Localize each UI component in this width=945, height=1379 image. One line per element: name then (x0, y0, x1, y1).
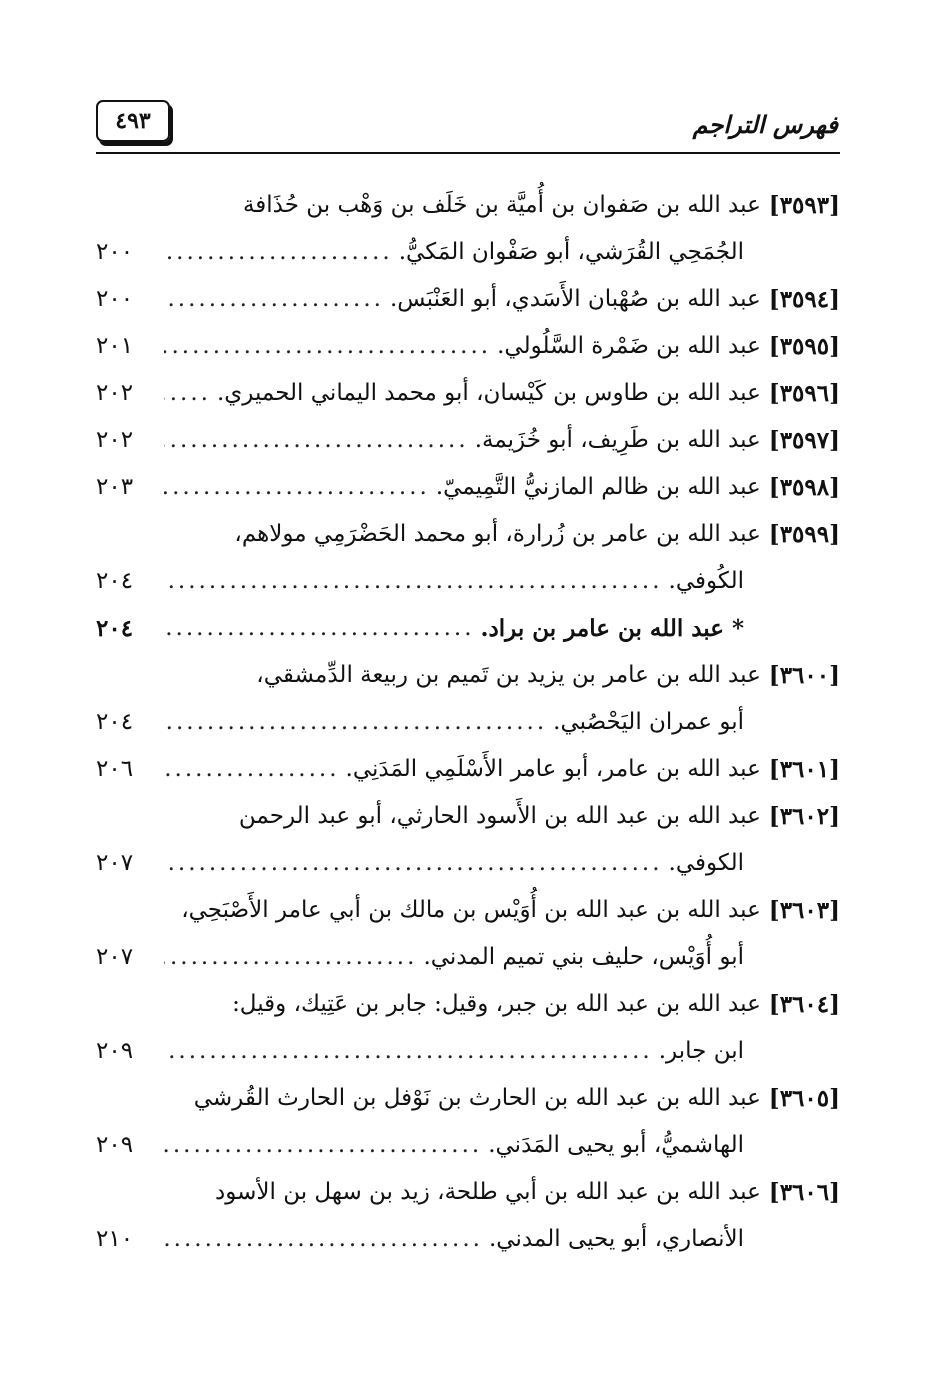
entry-page: ٢٠٧ (96, 850, 134, 876)
entry-number: [٣٦٠٤] (768, 991, 840, 1018)
entry-name-continued: الجُمَحِي القُرَشي، أبو صَفْوان المَكيُّ. (398, 239, 744, 265)
entry-name: عبد الله بن عامر، أبو عامر الأَسْلَمِي المَدَنِي. (345, 756, 761, 782)
index-entry-line (96, 370, 840, 417)
entry-number: [٣٦٠٥] (768, 1085, 840, 1112)
index-entry-line (96, 699, 840, 746)
index-entry-line (96, 1075, 840, 1122)
entry-name-continued: الكوفي. (668, 850, 744, 876)
entry-name: عبد الله بن عامر بن يزيد بن تَميم بن ربيعة الدِّمشقي، (256, 662, 761, 688)
entry-page: ٢٠٦ (96, 756, 134, 782)
leader-dots (164, 1122, 482, 1169)
entry-name: عبد الله بن طاوس بن كَيْسان، أبو محمد اليماني الحميري. (216, 380, 761, 406)
page-number-box (96, 100, 170, 142)
entry-number: [٣٥٩٤] (768, 286, 840, 313)
index-entry-line (96, 934, 840, 981)
index-entry-line (96, 323, 840, 370)
leader-dots (164, 746, 340, 793)
starred-entry-name: * عبد الله بن عامر بن براد. (480, 615, 744, 642)
index-entry-line (96, 511, 840, 558)
entry-name: عبد الله بن عبد الله بن أُوَيْس بن مالك بن أبي عامر الأَصْبَحِي، (181, 897, 761, 923)
entry-page: ٢٠٧ (96, 944, 134, 970)
entry-name-continued: الأنصاري، أبو يحيى المدني. (488, 1226, 744, 1252)
entry-name-continued: أبو عمران اليَحْصُبي. (553, 709, 744, 735)
entry-page: ٢٠١ (96, 333, 134, 359)
leader-dots (164, 417, 469, 464)
leader-dots (164, 1216, 483, 1263)
index-entry-line (96, 417, 840, 464)
entry-name-continued: ابن جابر. (658, 1038, 744, 1064)
entry-name: عبد الله بن طَرِيف، أبو خُزَيمة. (474, 427, 761, 453)
entry-name-continued: الكُوفي. (668, 568, 744, 594)
entry-page: ٢٠٢ (96, 427, 134, 453)
index-entry-line (96, 1028, 840, 1075)
entry-name: عبد الله بن عبد الله بن الأَسود الحارثي، أبو عبد الرحمن (238, 803, 761, 829)
entry-page: ٢١٠ (96, 1226, 134, 1252)
entry-name: عبد الله بن عبد الله بن جبر، وقيل: جابر بن عَتِيك، وقيل: (232, 991, 761, 1017)
entry-page: ٢٠٤ (96, 615, 134, 642)
entry-page: ٢٠٩ (96, 1038, 134, 1064)
leader-dots (164, 464, 430, 511)
index-entry-line (96, 182, 840, 229)
entry-page: ٢٠٣ (96, 474, 134, 500)
index-entries (96, 182, 840, 1263)
entry-name: عبد الله بن ضَمْرة السَّلُولي. (497, 333, 761, 359)
index-entry-line (96, 1216, 840, 1263)
index-entry-line (96, 840, 840, 887)
entry-page: ٢٠٤ (96, 709, 134, 735)
index-entry-line (96, 1169, 840, 1216)
entry-name-continued: أبو أُوَيْس، حليف بني تميم المدني. (423, 944, 744, 970)
page-header (96, 98, 838, 154)
leader-dots (164, 370, 211, 417)
running-title: فهرس التراجم (692, 110, 838, 139)
entry-name: عبد الله بن عبد الله بن الحارث بن نَوْفل بن الحارث القُرشي (193, 1085, 761, 1111)
index-entry-line (96, 652, 840, 699)
entry-page: ٢٠٠ (96, 239, 134, 265)
leader-dots (164, 323, 491, 370)
index-entry-line (96, 981, 840, 1028)
entry-page: ٢٠٢ (96, 380, 134, 406)
entry-number: [٣٥٩٦] (768, 380, 840, 407)
leader-dots (164, 1028, 653, 1075)
index-entry-line (96, 229, 840, 276)
entry-page: ٢٠٩ (96, 1132, 134, 1158)
entry-name: عبد الله بن عامر بن زُرارة، أبو محمد الحَضْرَمِي مولاهم، (234, 521, 761, 547)
entry-number: [٣٥٩٥] (768, 333, 840, 360)
entry-number: [٣٥٩٩] (768, 521, 840, 548)
entry-number: [٣٦٠٢] (768, 803, 840, 830)
index-entry-line (96, 276, 840, 323)
index-entry-line (96, 1122, 840, 1169)
entry-page: ٢٠٤ (96, 568, 134, 594)
entry-name: عبد الله بن صُهْبان الأَسَدي، أبو العَنْبَس. (390, 286, 761, 312)
entry-number: [٣٦٠٣] (768, 897, 840, 924)
index-entry-line (96, 464, 840, 511)
leader-dots (164, 558, 663, 605)
index-entry-line (96, 605, 840, 652)
leader-dots (164, 934, 417, 981)
entry-page: ٢٠٠ (96, 286, 134, 312)
leader-dots (164, 699, 547, 746)
entry-name: عبد الله بن صَفوان بن أُميَّة بن خَلَف بن وَهْب بن حُذَافة (242, 192, 761, 218)
entry-name-continued: الهاشميُّ، أبو يحيى المَدَني. (488, 1132, 744, 1158)
leader-dots (164, 840, 663, 887)
page-number: ٤٩٣ (115, 108, 151, 134)
entry-number: [٣٦٠١] (768, 756, 840, 783)
index-entry-line (96, 793, 840, 840)
entry-number: [٣٦٠٠] (768, 662, 840, 689)
entry-number: [٣٦٠٦] (768, 1179, 840, 1206)
header-rule (96, 152, 840, 154)
entry-number: [٣٥٩٨] (768, 474, 840, 501)
leader-dots (164, 276, 384, 323)
entry-name: عبد الله بن عبد الله بن أبي طلحة، زيد بن سهل بن الأسود (215, 1179, 761, 1205)
index-entry-line (96, 746, 840, 793)
index-entry-line (96, 887, 840, 934)
entry-number: [٣٥٩٧] (768, 427, 840, 454)
entry-name: عبد الله بن ظالم المازنيُّ التَّمِيميّ. (435, 474, 761, 500)
leader-dots (164, 229, 393, 276)
index-entry-line (96, 558, 840, 605)
entry-number: [٣٥٩٣] (768, 192, 840, 219)
leader-dots (164, 605, 475, 652)
